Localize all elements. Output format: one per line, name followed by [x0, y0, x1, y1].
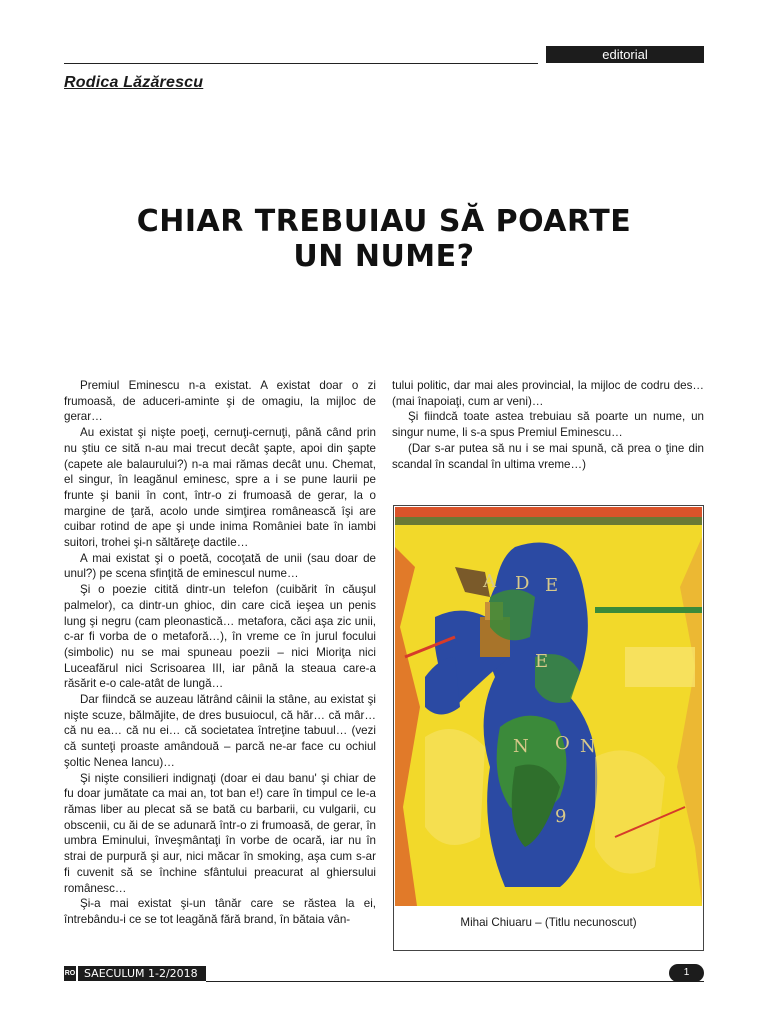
paragraph: Au existat şi nişte poeţi, cernuţi-cernuţi, până când prin nu ştiu ce sită n-au mai trecut decât şapte, apoi din şapte (capete ale balaurului?) n-a mai rămas decât unu. Chemat, el singur, în leagănul eminesc, spre a i se pune laurii pe frunte şi banii în cont, într-o zi frumoasă de gerar, la o margine de ţară, acolo unde simţirea românească îşi are cuibar rotind de ape şi unde inima României bate în iambi suitori, trohei şi-n săltăreţe dactile… [64, 426, 376, 550]
painting-letter: O [555, 733, 570, 754]
article-column-left [64, 378, 376, 928]
footer-rule [206, 981, 704, 982]
magazine-issue: SAECULUM 1-2/2018 [78, 966, 206, 981]
paragraph: Premiul Eminescu n-a existat. A existat doar o zi frumoasă, de aduceri-aminte şi de omagiu, la mijloc de gerar… [64, 379, 376, 424]
paragraph: Şi-a mai existat şi-un tânăr care se răstea la ei, întrebându-i ce se tot leagănă fără brand, în bătaia vân- [64, 897, 376, 926]
painting-letter: A [483, 571, 496, 592]
paragraph: Dar fiindcă se auzeau lătrând câinii la stâne, au existat şi nişte scuze, bălmăjite, de dres busuiocul, că hăr… că mâr… că nu ea… că nu ei… că societatea întreţine tabuul… (vezi că sunteţi proaste amândouă – parcă ne-ar face cu ochiul şoltic Nenea Iancu)… [64, 693, 376, 769]
paragraph: Şi fiindcă toate astea trebuiau să poarte un nume, un singur nume, li s-a spus Premiul Eminescu… [392, 410, 704, 440]
section-tag: editorial [546, 46, 704, 63]
article-column-right [392, 378, 704, 472]
painting-letter: 9 [555, 806, 567, 827]
paragraph: tului politic, dar mai ales provincial, la mijloc de codru des… (mai înapoiaţi, cum ar veni)… [392, 379, 704, 408]
page-number: 1 [669, 964, 704, 982]
paragraph: Şi nişte consilieri indignaţi (doar ei dau banu' şi chiar de fu doar jumătate ca mai an, tot ban e!) care în timpul ce le-a rămas liber au plecat să se bată cu barbarii, cu vulgarii, cu obscenii, cu ăi de se adunară într-o zi frumoasă, de gerar, în umbra Eminului, înveşmântaţi în vorbe de ocară, iar nu în strai de purpură şi aur, nici măcar în smoking, aşa cum s-ar fi cuvenit să se închine sfântului preacurat al ghiersului românesc… [64, 771, 376, 895]
article-title [64, 204, 704, 274]
painting-letter: E [545, 575, 559, 596]
title-line-2: UN NUME? [293, 239, 475, 274]
painting-letter: N [513, 736, 529, 757]
paragraph: A mai existat şi o poetă, cocoţată de unii (sau doar de unul?) pe scena sfinţită de eminescul nume… [64, 551, 376, 581]
figure-caption: Mihai Chiuaru – (Titlu necunoscut) [460, 916, 637, 929]
paragraph: (Dar s-ar putea să nu i se mai spună, că prea o ţine din scandal în scandal în ultima vreme…) [392, 441, 704, 471]
title-line-1: CHIAR TREBUIAU SĂ POARTE [136, 204, 632, 239]
paragraph: Şi o poezie citită dintr-un telefon (cuibărit în căuşul palmelor), ca dintr-un ghioc, din care cică ieşea un penis lung şi negru (cam pleonastică… metafora, căci aşa zic unii, c-ar fi vorba de o metaforă…), în vreme ce în jurul focului (simbolic) nu se mai spuneau poezii – nici Mioriţa nici Luceafărul nici Scrisoarea III, iar până la steaua care-a răsărit e-o cale-atât de lungă… [64, 583, 376, 691]
painting-letter: E [535, 651, 549, 672]
header-rule [64, 63, 538, 64]
painting-letter: D [515, 573, 530, 594]
painting-image [395, 507, 702, 906]
magazine-logo: RO [64, 966, 76, 981]
author-name: Rodica Lăzărescu [64, 74, 204, 91]
painting-letter: N [580, 736, 596, 757]
